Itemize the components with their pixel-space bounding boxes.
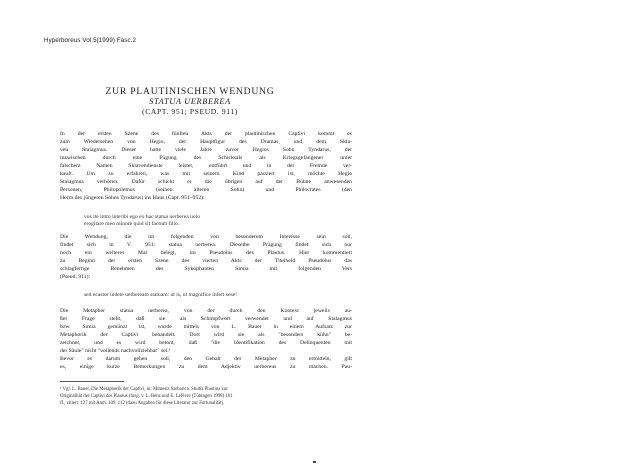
footnote [60, 386, 352, 407]
paragraph-1 [60, 130, 352, 202]
quote-capt [84, 214, 324, 229]
quote-line: erogitare meo minore quid sit factum filio. [84, 221, 180, 228]
text-line: zum Wiedersehen von Hegio, der Hauptfigur des Dramas, und dem Skla- [60, 139, 352, 146]
article-title-block [60, 86, 320, 117]
quote-pseud [84, 292, 324, 299]
text-line: Bevor es darum gehen soll, den Gehalt der Metapher zu ermitteln, gilt [60, 356, 352, 363]
text-line: In der ersten Szene des fünften Akts der plautinischen Captivi kommt es [60, 131, 352, 137]
text-line: zeichnet, und es wird betont, daß "die Identifikation des Delinquenten mit [60, 340, 352, 347]
text-line: schlagfertige Benehmen des Sykophanten Simia mit folgenden Vers [60, 266, 352, 273]
article-reference: (CAPT. 951; PSEUD. 911) [142, 107, 238, 116]
text-line: kauft. Um zu erfahren, was mit seinem Kind passiert ist, möchte Hegio [60, 171, 352, 178]
quote-line: vos ite intro interibi ego ex hac statua uerberea uolo [84, 214, 201, 220]
text-line: Metaphorik der Captivi behandelt. Dort wird sie als "besonders kühn" be- [60, 332, 352, 339]
text-line: Stalagmus verhören. Dafür schickt er die übrigen auf der Bühne anwesenden [60, 179, 352, 186]
article-title: ZUR PLAUTINISCHEN WENDUNG [105, 86, 275, 97]
text-line: findet sich in V. 951: statua uerberea. Dieselbe Prägung findet sich nur [60, 242, 352, 249]
paragraph-2 [60, 233, 352, 281]
text-line: der Säule" nicht "vollends nachvollziehbar" sei.¹ [60, 348, 171, 355]
text-line: es, einige kurze Bemerkungen zu dem Adjektiv uerbereus zu machen. Pau- [60, 364, 352, 371]
running-header: Hyperboreus Vol.5(1999) Fasc.2 [44, 37, 137, 44]
page-mark [313, 461, 316, 463]
text-line: (Pseud. 911): [60, 274, 91, 281]
footnote-line: ¹ Vgl. L. Bauer, Die Metaphorik der Captivi, in: Mimesis Sarbarica. Studia Plautina zur [60, 387, 228, 392]
text-line: falschem Namen Sklavendienste leistet, entführt und in der Fremde ver- [60, 163, 352, 170]
text-line: inzwischen durch eine Fügung des Schicksals als Kriegsgefangener unter [60, 155, 352, 162]
text-line: Personen, Philopolemus (seinen älteren Sohn) und Philocrates (den [60, 187, 352, 194]
footnote-rule [60, 381, 124, 382]
text-line: noch ein weiteres Mal belegt, im Pseudolus des Plautus. Hier kommentiert [60, 250, 352, 257]
text-line: ßer Frage steht, daß sie als Schimpfwort verwendet und auf Stalagmus [60, 316, 352, 323]
text-line: Die Wendung, die im folgenden von besonderem Interesse sein soll, [60, 234, 352, 240]
footnote-line: Originalität der Captivi des Plautus (hrsg. v. L. Benz und E. Lefèvre (Tübingen 1998) 101 [60, 394, 233, 399]
paragraph-3 [60, 307, 352, 371]
text-line: bzw. Simia gemünzt ist, wurde mittels von L. Bauer in einem Aufsatz zur [60, 324, 352, 331]
text-line: Herrn des jüngeren Sohns Tyndarus) ins Haus (Capt. 951–952): [60, 195, 205, 202]
text-line: ven Stalagmus. Dieser hatte viele Jahre zuvor Hegios Sohn Tyndarus, der [60, 147, 352, 154]
footnote-line: ff., zitiert: 127 mit Anm. 109. 112 (dazu Angaben für diese Literatur zur Fortunalität). [60, 401, 225, 406]
text-line: Die Metapher statua uerberea, von der durch den Kontext jeweils au- [60, 308, 352, 314]
quote-line: sed ecastor uidete uerbeream statuam: ut is, ut magnifice infert sese! [84, 292, 237, 298]
text-line: zu Beginn der ersten Szene des vierten Akts der Titelheld Pseudolus das [60, 258, 352, 265]
article-subtitle: STATUA UERBEREA [149, 97, 231, 106]
